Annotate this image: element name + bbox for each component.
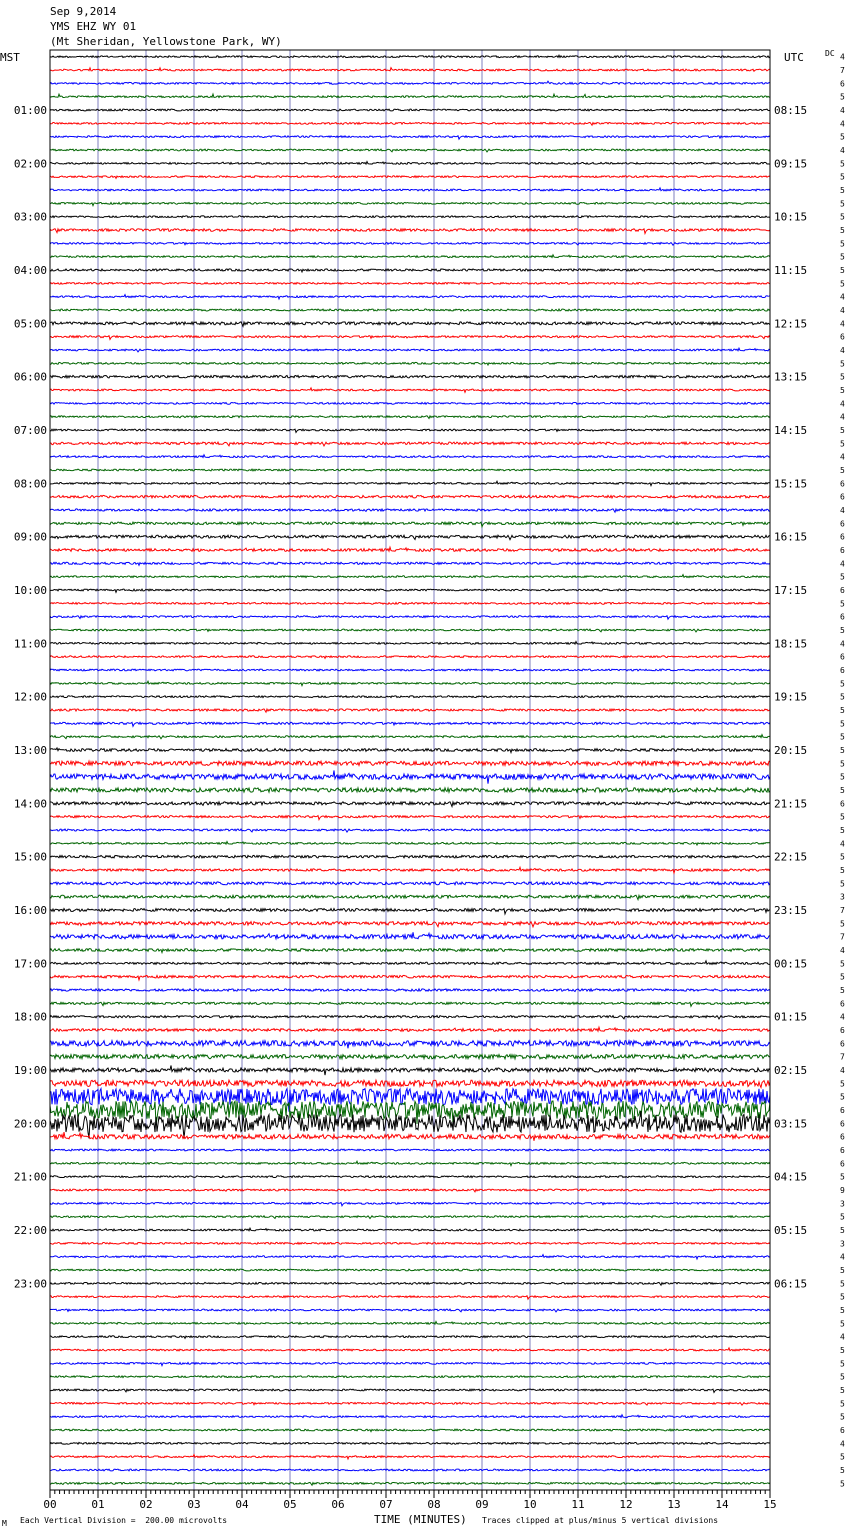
dc-offset-label: 5 — [840, 759, 845, 769]
dc-offset-label: 6 — [840, 1106, 845, 1115]
mst-hour-label: 04:00 — [13, 264, 47, 277]
dc-offset-label: 5 — [840, 679, 845, 689]
mst-hour-label: 23:00 — [13, 1277, 47, 1291]
trace-line — [50, 602, 770, 604]
trace-line — [50, 481, 770, 485]
mst-hour-label: 10:00 — [13, 584, 47, 597]
trace-line — [50, 642, 770, 645]
trace-line — [50, 1389, 770, 1392]
dc-offset-label: 4 — [840, 319, 845, 329]
trace-line — [50, 895, 770, 899]
dc-offset-label: 5 — [840, 866, 845, 875]
dc-offset-label: 5 — [840, 1292, 845, 1302]
utc-hour-label: 11:15 — [774, 264, 808, 277]
clip-note: Traces clipped at plus/minus 5 vertical divisions — [482, 1516, 719, 1525]
dc-offset-label: 5 — [840, 599, 845, 609]
trace-line — [50, 402, 770, 404]
trace-line — [50, 989, 770, 992]
dc-offset-label: 4 — [840, 1252, 845, 1262]
trace-line — [50, 656, 770, 659]
trace-line — [50, 442, 770, 446]
trace-line — [50, 309, 770, 311]
utc-hour-label: 18:15 — [774, 637, 808, 651]
utc-hour-label: 14:15 — [774, 424, 808, 437]
dc-offset-label: 5 — [840, 159, 845, 169]
dc-offset-label: 5 — [840, 92, 845, 102]
trace-line — [50, 842, 770, 845]
utc-hour-label: 09:15 — [774, 157, 808, 171]
dc-offset-label: 5 — [840, 266, 845, 275]
trace-line — [50, 495, 770, 498]
dc-offset-label: 5 — [840, 279, 845, 289]
trace-line — [50, 1269, 770, 1271]
trace-line — [50, 188, 770, 191]
trace-line — [50, 547, 770, 551]
trace-line — [50, 669, 770, 671]
trace-line — [50, 1041, 770, 1049]
dc-offset-label: 5 — [840, 786, 845, 795]
dc-offset-label: 6 — [840, 652, 845, 662]
dc-offset-label: 4 — [840, 1066, 845, 1075]
dc-offset-label: 6 — [840, 1132, 845, 1142]
utc-hour-label: 08:15 — [774, 104, 808, 117]
dc-offset-label: 6 — [840, 1146, 845, 1155]
dc-offset-label: 4 — [840, 146, 845, 155]
dc-offset-label: 4 — [840, 106, 845, 115]
trace-line — [50, 1482, 770, 1485]
x-tick-label: 00 — [43, 1498, 57, 1511]
x-tick-label: 05 — [283, 1498, 297, 1511]
trace-line — [50, 1348, 770, 1351]
trace-line — [50, 909, 770, 914]
dc-offset-label: 5 — [840, 959, 845, 969]
dc-offset-label: 7 — [840, 66, 845, 75]
trace-line — [50, 1336, 770, 1339]
dc-offset-label: 5 — [840, 732, 845, 742]
trace-line — [50, 1055, 770, 1059]
x-tick-label: 10 — [523, 1498, 537, 1511]
utc-hour-label: 22:15 — [774, 850, 808, 864]
dc-offset-label: 4 — [840, 559, 845, 569]
dc-offset-label: 5 — [840, 1306, 845, 1315]
trace-line — [50, 616, 770, 619]
scale-note: Each Vertical Division = 200.00 microvolts — [20, 1516, 228, 1525]
trace-line — [50, 1242, 770, 1244]
x-tick-label: 08 — [427, 1498, 441, 1511]
dc-offset-label: 5 — [840, 706, 845, 715]
dc-offset-label: 5 — [840, 986, 845, 995]
dc-offset-label: 4 — [840, 412, 845, 422]
trace-line — [50, 761, 770, 765]
trace-line — [50, 855, 770, 858]
trace-line — [50, 882, 770, 885]
dc-offset-label: 5 — [840, 1479, 845, 1489]
dc-offset-label: 5 — [840, 1372, 845, 1382]
mst-hour-label: 05:00 — [13, 317, 47, 331]
trace-line — [50, 202, 770, 205]
utc-hour-label: 23:15 — [774, 904, 808, 917]
dc-offset-label: 5 — [840, 1399, 845, 1409]
trace-line — [50, 1176, 770, 1178]
dc-offset-label: 6 — [840, 79, 845, 89]
dc-offset-label: 5 — [840, 212, 845, 222]
utc-hour-label: 20:15 — [774, 744, 808, 757]
dc-offset-label: 4 — [840, 639, 845, 649]
utc-hour-label: 05:15 — [774, 1224, 808, 1237]
trace-line — [50, 961, 770, 965]
utc-hour-label: 15:15 — [774, 477, 808, 491]
mst-hour-label: 11:00 — [13, 637, 47, 651]
utc-hour-label: 04:15 — [774, 1170, 808, 1184]
utc-hour-label: 16:15 — [774, 530, 808, 544]
x-tick-label: 04 — [235, 1498, 249, 1511]
dc-offset-label: 5 — [840, 852, 845, 862]
dc-offset-label: 4 — [840, 399, 845, 409]
dc-offset-label: 5 — [840, 1386, 845, 1395]
mst-hour-label: 06:00 — [13, 370, 47, 384]
utc-hour-label: 02:15 — [774, 1064, 808, 1077]
mst-hour-label: 02:00 — [13, 157, 47, 171]
trace-line — [50, 1065, 770, 1075]
dc-offset-label: 9 — [840, 1186, 845, 1195]
dc-offset-label: 6 — [840, 519, 845, 529]
utc-hour-label: 10:15 — [774, 210, 808, 224]
mst-hour-label: 22:00 — [13, 1224, 47, 1237]
trace-line — [50, 455, 770, 458]
dc-offset-label: 5 — [840, 1412, 845, 1422]
dc-offset-label: 5 — [840, 1092, 845, 1102]
trace-line — [50, 269, 770, 272]
dc-offset-label: 5 — [840, 879, 845, 889]
dc-offset-label: 5 — [840, 1172, 845, 1182]
dc-offset-label: 6 — [840, 799, 845, 809]
dc-offset-label: 5 — [840, 466, 845, 475]
trace-line — [50, 1376, 770, 1378]
utc-hour-label: 13:15 — [774, 370, 808, 384]
plot-frame — [50, 50, 770, 1490]
dc-offset-label: 6 — [840, 492, 845, 502]
trace-line — [50, 469, 770, 471]
trace-line — [50, 81, 770, 84]
dc-offset-label: 5 — [840, 226, 845, 235]
x-tick-label: 11 — [571, 1498, 585, 1511]
trace-line — [50, 149, 770, 152]
trace-line — [50, 162, 770, 165]
dc-offset-label: 4 — [840, 306, 845, 315]
mst-hour-label: 16:00 — [13, 904, 47, 917]
utc-hour-label: 21:15 — [774, 797, 808, 811]
dc-offset-label: 5 — [840, 812, 845, 822]
dc-offset-label: 5 — [840, 626, 845, 635]
dc-offset-label: 5 — [840, 239, 845, 249]
utc-hour-label: 01:15 — [774, 1010, 808, 1024]
mst-hour-label: 20:00 — [13, 1117, 47, 1131]
trace-line — [50, 722, 770, 726]
trace-line — [50, 770, 770, 783]
mst-hour-label: 08:00 — [13, 477, 47, 491]
trace-line — [50, 388, 770, 392]
utc-hour-label: 03:15 — [774, 1117, 808, 1131]
mst-hour-label: 14:00 — [13, 797, 47, 811]
dc-offset-label: 5 — [840, 252, 845, 262]
trace-line — [50, 336, 770, 340]
x-tick-label: 03 — [187, 1498, 201, 1511]
trace-line — [50, 1442, 770, 1444]
dc-offset-label: 5 — [840, 372, 845, 382]
trace-line — [50, 136, 770, 139]
trace-line — [50, 709, 770, 712]
x-tick-label: 06 — [331, 1498, 345, 1511]
trace-line — [50, 242, 770, 245]
dc-offset-label: 6 — [840, 532, 845, 542]
trace-line — [50, 975, 770, 980]
trace-line — [50, 348, 770, 352]
dc-offset-label: 5 — [840, 1279, 845, 1289]
mst-hour-label: 13:00 — [13, 744, 47, 757]
dc-offset-label: 5 — [840, 1359, 845, 1369]
trace-line — [50, 1202, 770, 1205]
trace-line — [50, 109, 770, 111]
utc-axis-label: UTC — [784, 51, 804, 64]
dc-offset-label: 6 — [840, 612, 845, 622]
dc-offset-label: 4 — [840, 292, 845, 302]
dc-offset-label: 5 — [840, 692, 845, 702]
trace-line — [50, 681, 770, 685]
dc-offset-label: 4 — [840, 506, 845, 515]
mst-hour-label: 07:00 — [13, 424, 47, 437]
x-tick-label: 01 — [91, 1498, 105, 1511]
dc-offset-label: 5 — [840, 172, 845, 182]
trace-line — [50, 1469, 770, 1471]
dc-offset-label: 5 — [840, 1266, 845, 1275]
dc-offset-label: 5 — [840, 919, 845, 929]
dc-offset-label: 5 — [840, 1079, 845, 1089]
trace-line — [50, 748, 770, 753]
x-tick-label: 13 — [667, 1498, 681, 1511]
dc-offset-label: 4 — [840, 1012, 845, 1022]
trace-line — [50, 509, 770, 512]
trace-line — [50, 922, 770, 927]
dc-offset-label: 5 — [840, 1466, 845, 1475]
trace-line — [50, 1296, 770, 1299]
trace-line — [50, 1132, 770, 1141]
trace-line — [50, 255, 770, 258]
dc-offset-label: 6 — [840, 546, 845, 555]
trace-line — [50, 1309, 770, 1312]
trace-line — [50, 1415, 770, 1418]
trace-line — [50, 949, 770, 953]
dc-offset-label: 5 — [840, 719, 845, 729]
trace-line — [50, 535, 770, 539]
trace-line — [50, 176, 770, 179]
trace-line — [50, 1402, 770, 1405]
trace-line — [50, 1149, 770, 1151]
mst-hour-label: 21:00 — [13, 1170, 47, 1184]
dc-offset-label: 5 — [840, 186, 845, 195]
dc-label: DC — [825, 49, 835, 58]
dc-offset-label: 6 — [840, 1119, 845, 1129]
header-station: YMS EHZ WY 01 — [50, 20, 137, 33]
trace-line — [50, 629, 770, 632]
trace-line — [50, 1111, 770, 1138]
dc-offset-label: 5 — [840, 1346, 845, 1355]
trace-line — [50, 802, 770, 807]
trace-line — [50, 575, 770, 578]
trace-line — [50, 1161, 770, 1165]
dc-offset-label: 7 — [840, 1052, 845, 1062]
trace-line — [50, 216, 770, 218]
header-date: Sep 9,2014 — [50, 5, 117, 18]
x-tick-label: 09 — [475, 1498, 489, 1511]
dc-offset-label: 5 — [840, 1319, 845, 1329]
trace-line — [50, 589, 770, 592]
trace-line — [50, 696, 770, 698]
x-axis-title: TIME (MINUTES) — [374, 1513, 467, 1526]
dc-offset-label: 4 — [840, 946, 845, 955]
dc-offset-label: 6 — [840, 666, 845, 675]
trace-line — [50, 429, 770, 432]
dc-offset-label: 4 — [840, 452, 845, 462]
dc-offset-label: 5 — [840, 426, 845, 435]
trace-line — [50, 1189, 770, 1192]
trace-line — [50, 1080, 770, 1087]
trace-line — [50, 1228, 770, 1231]
dc-offset-label: 5 — [840, 746, 845, 755]
trace-line — [50, 55, 770, 58]
trace-line — [50, 1362, 770, 1365]
trace-line — [50, 94, 770, 97]
trace-line — [50, 322, 770, 326]
x-tick-label: 02 — [139, 1498, 153, 1511]
trace-line — [50, 932, 770, 939]
x-tick-label: 07 — [379, 1498, 393, 1511]
dc-offset-label: 7 — [840, 932, 845, 942]
dc-offset-label: 6 — [840, 1026, 845, 1035]
dc-offset-label: 5 — [840, 1226, 845, 1235]
trace-line — [50, 867, 770, 873]
mst-axis-label: MST — [0, 51, 20, 64]
trace-group — [50, 55, 770, 1485]
utc-hour-label: 00:15 — [774, 957, 808, 971]
dc-offset-label: 5 — [840, 572, 845, 582]
trace-line — [50, 122, 770, 125]
dc-offset-label: 3 — [840, 1199, 845, 1209]
utc-hour-label: 17:15 — [774, 584, 808, 597]
trace-line — [50, 788, 770, 792]
mst-hour-label: 17:00 — [13, 957, 47, 971]
utc-hour-label: 19:15 — [774, 690, 808, 704]
trace-line — [50, 1455, 770, 1459]
trace-line — [50, 1002, 770, 1006]
trace-line — [50, 1429, 770, 1432]
mst-hour-label: 09:00 — [13, 530, 47, 544]
dc-offset-label: 4 — [840, 119, 845, 129]
dc-offset-label: 5 — [840, 199, 845, 209]
dc-offset-label: 4 — [840, 1439, 845, 1449]
trace-line — [50, 282, 770, 284]
x-tick-label: 15 — [763, 1498, 777, 1511]
trace-line — [50, 1216, 770, 1219]
dc-offset-label: 3 — [840, 1239, 845, 1249]
dc-offset-label: 6 — [840, 586, 845, 595]
dc-offset-label: 6 — [840, 1159, 845, 1169]
dc-offset-label: 5 — [840, 132, 845, 142]
trace-line — [50, 1016, 770, 1019]
mst-hour-label: 12:00 — [13, 690, 47, 704]
trace-line — [50, 829, 770, 832]
mst-hour-label: 01:00 — [13, 104, 47, 117]
dc-offset-label: 6 — [840, 1426, 845, 1435]
dc-offset-label: 5 — [840, 386, 845, 395]
dc-offset-label: 4 — [840, 52, 845, 62]
dc-offset-label: 4 — [840, 839, 845, 849]
dc-offset-label: 5 — [840, 1452, 845, 1462]
x-tick-label: 14 — [715, 1498, 729, 1511]
trace-line — [50, 362, 770, 365]
dc-offset-label: 6 — [840, 1039, 845, 1049]
mst-hour-label: 19:00 — [13, 1064, 47, 1077]
mst-hour-label: 15:00 — [13, 850, 47, 864]
dc-offset-label: 5 — [840, 826, 845, 835]
dc-offset-label: 5 — [840, 1212, 845, 1222]
dc-offset-label: 5 — [840, 439, 845, 449]
corner-mark: M — [2, 1519, 7, 1528]
trace-line — [50, 1322, 770, 1325]
trace-line — [50, 68, 770, 72]
utc-hour-label: 12:15 — [774, 317, 808, 331]
trace-line — [50, 522, 770, 527]
mst-hour-label: 18:00 — [13, 1010, 47, 1024]
trace-line — [50, 1027, 770, 1031]
dc-offset-label: 6 — [840, 479, 845, 489]
x-tick-label: 12 — [619, 1498, 633, 1511]
dc-offset-label: 6 — [840, 999, 845, 1009]
trace-line — [50, 1282, 770, 1285]
trace-line — [50, 375, 770, 378]
trace-line — [50, 816, 770, 820]
header-location: (Mt Sheridan, Yellowstone Park, WY) — [50, 35, 282, 48]
dc-offset-label: 5 — [840, 359, 845, 369]
utc-hour-label: 06:15 — [774, 1277, 808, 1291]
trace-line — [50, 735, 770, 739]
mst-hour-label: 03:00 — [13, 210, 47, 224]
dc-offset-label: 3 — [840, 892, 845, 902]
dc-offset-label: 4 — [840, 346, 845, 355]
trace-line — [50, 229, 770, 234]
trace-line — [50, 562, 770, 565]
dc-offset-label: 6 — [840, 332, 845, 342]
dc-offset-label: 5 — [840, 772, 845, 782]
dc-offset-label: 4 — [840, 1332, 845, 1342]
dc-offset-label: 7 — [840, 906, 845, 915]
trace-line — [50, 295, 770, 299]
dc-offset-label: 5 — [840, 972, 845, 982]
trace-line — [50, 416, 770, 419]
trace-line — [50, 1255, 770, 1259]
